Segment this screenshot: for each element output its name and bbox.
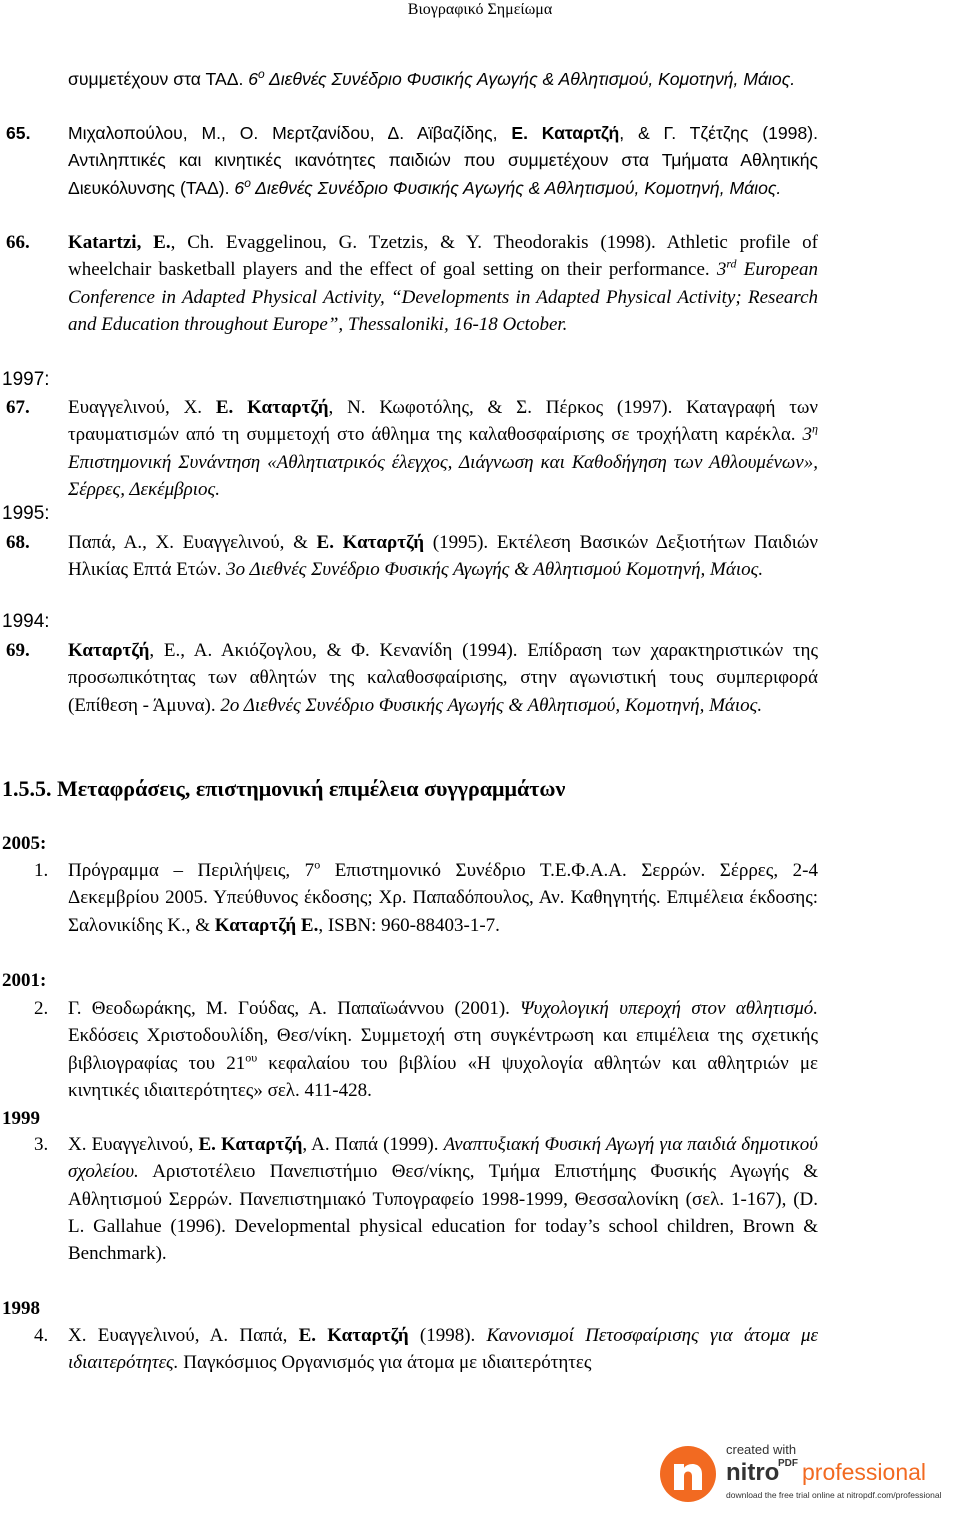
pub-title: (1995). Εκτέλεση Βασικών Δεξιοτήτων Παιδιών Ηλικίας Επτά Ετών.	[68, 532, 818, 581]
item-text: Χ. Ευαγγελινού,	[68, 1134, 199, 1155]
item-text: Επιστημονικό Συνέδριο Τ.Ε.Φ.Α.Α. Σερρών. Σέρρες, 2-4 Δεκεμβρίου 2005. Υπεύθυνος έκδοσης; Χρ. Παπαδόπουλος, Αν. Καθηγητής. Επιμέλεια έκδοσης: Σαλονικίδης Κ., &	[68, 860, 818, 936]
publication-68	[6, 529, 818, 584]
nitro-logo-icon	[658, 1438, 958, 1508]
created-with-text: created with	[726, 1442, 797, 1457]
item-number: 4.	[34, 1325, 49, 1346]
pub-venue: 3ο Διεθνές Συνέδριο Φυσικής Αγωγής & Αθλητισμού Κομοτηνή, Μάιος.	[226, 559, 764, 581]
page-header: Βιογραφικό Σημείωμα	[407, 1, 553, 18]
item-title: Αναπτυξιακή Φυσική Αγωγή για παιδιά δημοτικού σχολείου.	[68, 1134, 818, 1183]
item-text: Πρόγραμμα – Περιλήψεις, 7	[68, 860, 315, 881]
pub-venue: 2ο Διεθνές Συνέδριο Φυσικής Αγωγής & Αθλητισμού, Κομοτηνή, Μάιος.	[220, 694, 763, 716]
pub-author-highlight: Ε. Καταρτζή	[316, 532, 425, 553]
item-author-highlight: Ε. Καταρτζή	[298, 1325, 409, 1346]
pub-title: , Ch. Evaggelinou, G. Tzetzis, & Y. Theodorakis (1998). Athletic profile of wheelchair basketball players and the effect of goal setting on their performance.	[68, 232, 818, 281]
pub-author-highlight: Katartzi, E.	[68, 232, 171, 253]
item-text: , Α. Παπά (1999).	[302, 1134, 444, 1155]
item-superscript: ο	[314, 857, 321, 872]
nitro-watermark[interactable]	[658, 1438, 958, 1508]
pub-title: , & Γ. Τζέτζης (1998). Αντιληπτικές και κινητικές ικανότητες παιδιών που συμμετέχουν στα Τμήματα Αθλητικής Διευκόλυνσης (ΤΑΔ).	[68, 123, 818, 198]
pub-authors: Μιχαλοπούλου, Μ., Ο. Μερτζανίδου, Δ. Αϊβαζίδης,	[68, 123, 512, 143]
item-text: Χ. Ευαγγελινού, Α. Παπά,	[68, 1325, 299, 1346]
publication-65	[6, 120, 818, 202]
pub-venue: Διεθνές Συνέδριο Φυσικής Αγωγής & Αθλητισμού, Κομοτηνή, Μάιος.	[264, 69, 796, 89]
item-author-highlight: Καταρτζή Ε.	[214, 914, 319, 936]
download-link-text: download the free trial online at nitropdf.com/professional	[726, 1490, 942, 1500]
pub-venue: Επιστημονική Συνάντηση «Αθλητιατρικός έλεγχος, Διάγνωση και Καθοδήγηση των Αθλουμένων», Σέρρες, Δεκέμβριος.	[68, 451, 818, 500]
year-label-2001: 2001:	[2, 970, 47, 991]
translation-item-1	[68, 857, 818, 939]
pub-number: 67.	[6, 397, 30, 418]
item-text: κεφαλαίου του βιβλίου «Η ψυχολογία αθλητών και αθλητριών με κινητικές ιδιαιτερότητες» σελ. 411-428.	[68, 1052, 818, 1101]
translation-item-2	[68, 995, 818, 1104]
publication-66	[6, 229, 818, 338]
pub-number: 69.	[6, 640, 30, 661]
item-number: 2.	[34, 998, 49, 1019]
item-author-highlight: Ε. Καταρτζή	[198, 1134, 303, 1155]
pub-ordinal: 3	[802, 424, 813, 446]
pub-number: 68.	[6, 532, 30, 553]
pub-superscript: ο	[244, 175, 251, 190]
pub-authors: Ευαγγελινού, Χ.	[68, 397, 216, 418]
item-number: 1.	[34, 860, 49, 881]
translation-item-3	[68, 1131, 818, 1267]
pub-author-highlight: Καταρτζή	[68, 640, 150, 661]
pub-authors: Παπά, Α., Χ. Ευαγγελινού, &	[68, 532, 317, 553]
item-title: Ψυχολογική υπεροχή στον αθλητισμό.	[520, 998, 818, 1019]
item-title: Κανονισμοί Πετοσφαίρισης για άτομα με ιδιαιτερότητες.	[68, 1325, 819, 1374]
pub-ordinal: 6	[248, 69, 259, 89]
pub-ordinal: 6	[234, 177, 245, 198]
pub-ordinal: 3	[716, 259, 727, 281]
year-label-1998: 1998	[2, 1298, 40, 1319]
pub-number: 65.	[6, 123, 31, 143]
pub-author-highlight: Ε. Καταρτζή	[511, 123, 620, 143]
year-label-1999: 1999	[2, 1108, 40, 1129]
item-number: 3.	[34, 1134, 49, 1155]
pub-title: , Ε., Α. Ακιόζογλου, & Φ. Κενανίδη (1994). Επίδραση των χαρακτηριστικών της προσωπικότητας των αθλητών της καλαθοσφαίρισης, στην αγωνιστική τους συμπεριφορά (Επίθεση - Άμυνα).	[68, 640, 818, 716]
pub-number: 66.	[6, 232, 30, 253]
pub-text: συμμετέχουν στα ΤΑΔ.	[68, 69, 249, 89]
section-heading: 1.5.5. Μεταφράσεις, επιστημονική επιμέλεια συγγραμμάτων	[2, 776, 566, 801]
brand-professional-text: professional	[802, 1459, 927, 1485]
brand-nitro-text: nitro	[726, 1459, 780, 1486]
item-text: (1998).	[408, 1325, 487, 1346]
pub-superscript: rd	[726, 256, 737, 271]
pub-venue: European Conference in Adapted Physical Activity, “Developments in Adapted Physical Activity; Research and Education throughout Europe”, Thessaloniki, 16-18 October.	[68, 259, 818, 335]
pub-author-highlight: Ε. Καταρτζή	[215, 397, 329, 418]
year-label-1994: 1994:	[2, 611, 50, 632]
year-label-2005: 2005:	[2, 833, 47, 854]
pub-venue: Διεθνές Συνέδριο Φυσικής Αγωγής & Αθλητισμού, Κομοτηνή, Μάιος.	[250, 177, 782, 198]
year-label-1995: 1995:	[2, 503, 50, 524]
item-text: Αριστοτέλειο Πανεπιστήμιο Θεσ/νίκης, Τμήμα Επιστήμης Φυσικής Αγωγής & Αθλητισμού Σερρών. Πανεπιστημιακό Τυπογραφείο 1998-1999, Θεσσαλονίκη (σελ. 1-167), (D. L. Gallahue (1996). Developmental physical education for today’s school children, Brown & Benchmark).	[68, 1161, 818, 1265]
year-label-1997: 1997:	[2, 369, 50, 390]
pub-title: , Ν. Κωφοτόλης, & Σ. Πέρκος (1997). Καταγραφή των τραυματισμών από τη συμμετοχή στο άθλημα της καλαθοσφαίρισης σε τροχήλατη καρέκλα.	[68, 397, 818, 446]
pub-superscript: η	[812, 421, 818, 436]
brand-pdf-text: PDF	[778, 1458, 798, 1469]
item-text: Εκδόσεις Χριστοδουλίδη, Θεσ/νίκη. Συμμετοχή στη συγκέντρωση και επιμέλεια της σχετικής βιβλιογραφίας του 21	[68, 1025, 818, 1074]
publication-67	[6, 394, 818, 503]
item-superscript: ου	[245, 1050, 258, 1065]
item-text: , ISBN: 960-88403-1-7.	[318, 914, 500, 936]
publication-continuation	[68, 66, 818, 93]
item-text: Γ. Θεοδωράκης, Μ. Γούδας, Α. Παπαϊωάννου (2001).	[68, 998, 521, 1019]
pub-superscript: ο	[258, 67, 265, 82]
item-text: Παγκόσμιος Οργανισμός για άτομα με ιδιαιτερότητες	[178, 1352, 592, 1374]
publication-69	[6, 637, 818, 719]
translation-item-4	[68, 1322, 818, 1377]
